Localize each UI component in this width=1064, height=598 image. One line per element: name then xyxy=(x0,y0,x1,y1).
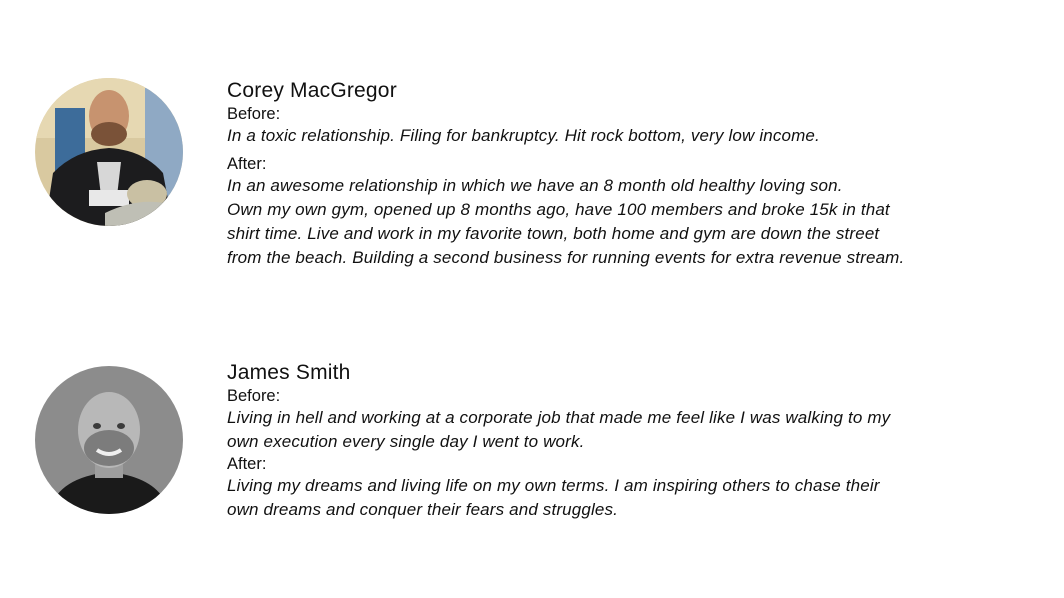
before-text-line: Living in hell and working at a corporate job that made me feel like I was walking to my xyxy=(227,408,891,427)
after-text-line: Own my own gym, opened up 8 months ago, have 100 members and broke 15k in that xyxy=(227,200,890,219)
before-text: In a toxic relationship. Filing for bankruptcy. Hit rock bottom, very low income. xyxy=(227,126,820,145)
avatar-james-photo xyxy=(35,366,183,514)
after-label: After: xyxy=(227,155,267,173)
after-text-line: from the beach. Building a second business for running events for extra revenue stream. xyxy=(227,248,905,267)
after-text-line: shirt time. Live and work in my favorite town, both home and gym are down the street xyxy=(227,224,880,243)
before-label: Before: xyxy=(227,387,281,405)
after-text-line: In an awesome relationship in which we have an 8 month old healthy loving son. xyxy=(227,176,843,195)
avatar-corey-image xyxy=(35,78,183,226)
after-text-line: own dreams and conquer their fears and struggles. xyxy=(227,500,619,519)
testimonial-content xyxy=(227,78,1047,270)
before-label: Before: xyxy=(227,105,281,123)
after-label: After: xyxy=(227,455,267,473)
after-text-line: Living my dreams and living life on my own terms. I am inspiring others to chase their xyxy=(227,476,880,495)
avatar-james-image xyxy=(35,366,183,514)
before-text-line: own execution every single day I went to work. xyxy=(227,432,585,451)
testimonial-content xyxy=(227,360,1047,522)
testimonial-name: James Smith xyxy=(227,361,351,384)
avatar-corey-photo xyxy=(35,78,183,226)
testimonial-name: Corey MacGregor xyxy=(227,79,397,102)
